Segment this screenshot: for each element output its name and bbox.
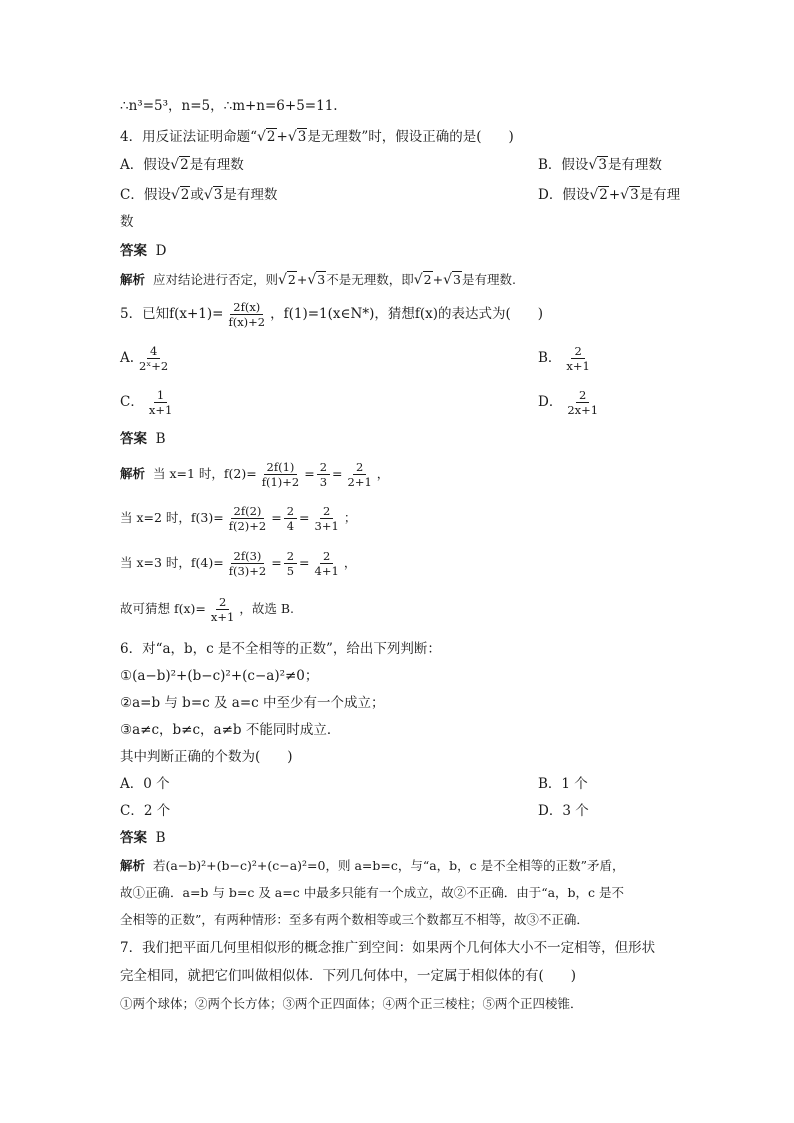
sqrt3: √3: [287, 129, 307, 145]
q6-option-c: C．2 个: [120, 803, 171, 819]
answer-value: D: [155, 243, 167, 259]
q4-option-a: A．假设√2是有理数: [120, 157, 244, 173]
q6-explanation-1: 解析 若(a−b)²+(b−c)²+(c−a)²=0，则 a=b=c，与“a，b，c 是不全相等的正数”矛盾，: [120, 858, 625, 873]
q5-option-b: B． $\frac{2}{x+1}$: [538, 344, 590, 373]
q5-option-c: C． $\frac{1}{x+1}$: [120, 388, 173, 417]
q6-option-b: B．1 个: [538, 776, 588, 792]
q4-stem-b: 是无理数”时，假设正确的是( ): [307, 129, 514, 145]
q4-stem: [120, 128, 514, 146]
q4-option-d: D．假设√2+√3是有理: [538, 187, 681, 203]
q7-options: ①两个球体；②两个长方体；③两个正四面体；④两个正三棱柱；⑤两个正四棱锥．: [120, 996, 583, 1011]
q5-answer: 答案 B: [120, 431, 166, 447]
q4-explanation: 解析 应对结论进行否定，则√2+√3不是无理数，即√2+√3是有理数.: [120, 272, 516, 288]
q5-option-a: A. $\frac{4}{\text{2ˣ+2}}$: [120, 344, 169, 373]
answer-label: 答案: [120, 243, 147, 259]
plus-sign: +: [276, 129, 288, 145]
q4-option-c: C．假设√2或√3是有理数: [120, 187, 278, 203]
q6-judgement-2: ②a=b 与 b=c 及 a=c 中至少有一个成立；: [120, 695, 385, 711]
q7-stem-1: 7．我们把平面几何里相似形的概念推广到空间：如果两个几何体大小不一定相等，但形状: [120, 940, 656, 956]
q6-answer: 答案 B: [120, 830, 166, 846]
q4-answer: [120, 242, 166, 260]
previous-solution-line: ∴n³=5³，n=5，∴m+n=6+5=11.: [120, 98, 338, 114]
q6-option-d: D．3 个: [538, 803, 589, 819]
q6-stem: 6．对“a，b，c 是不全相等的正数”，给出下列判断：: [120, 641, 441, 657]
fraction: $\frac{2f(x)}{f(x)+2}$: [228, 300, 266, 329]
q5-stem: 5．已知f(x+1)= $\frac{2f(x)}{f(x)+2}$ ，f(1)=1(x∈N*)，猜想f(x)的表达式为( ): [120, 300, 544, 329]
q5-explanation-3: 当 x=3 时，f(4)= $\frac{2f(3)}{f(3)+2}$ = $\frac{2}{5}$ = $\frac{2}{4+1}$ ，: [120, 549, 357, 578]
q6-explanation-3: 全相等的正数”，有两种情形：至多有两个数相等或三个数都互不相等，故③不正确．: [120, 912, 589, 927]
q4-stem-a: 4．用反证法证明命题“: [120, 129, 257, 145]
q4-option-d-wrap: 数: [120, 214, 134, 230]
q6-option-a: A．0 个: [120, 776, 170, 792]
q5-explanation-4: 故可猜想 f(x)= $\frac{2}{x+1}$ ，故选 B.: [120, 595, 294, 624]
q5-explanation-2: 当 x=2 时，f(3)= $\frac{2f(2)}{f(2)+2}$ = $\frac{2}{4}$ = $\frac{2}{3+1}$ ；: [120, 504, 357, 533]
q5-option-d: D． $\frac{2}{2x+1}$: [538, 388, 599, 417]
q6-explanation-2: 故①正确．a=b 与 b=c 及 a=c 中最多只能有一个成立，故②不正确．由于“a，b，c 是不: [120, 885, 625, 900]
q6-judgement-3: ③a≠c，b≠c，a≠b 不能同时成立．: [120, 722, 341, 738]
q6-question: 其中判断正确的个数为( ): [120, 749, 293, 765]
sqrt2: √2: [257, 129, 276, 145]
q7-stem-2: 完全相同，就把它们叫做相似体．下列几何体中，一定属于相似体的有( ): [120, 968, 577, 984]
q6-judgement-1: ①(a−b)²+(b−c)²+(c−a)²≠0；: [120, 668, 319, 684]
q5-explanation-1: 解析 当 x=1 时，f(2)= $\frac{2f(1)}{f(1)+2}$ = $\frac{2}{3}$ = $\frac{2}{2+1}$ ，: [120, 460, 390, 489]
explanation-label: 解析: [120, 272, 146, 287]
q4-option-b: B．假设√3是有理数: [538, 157, 662, 173]
